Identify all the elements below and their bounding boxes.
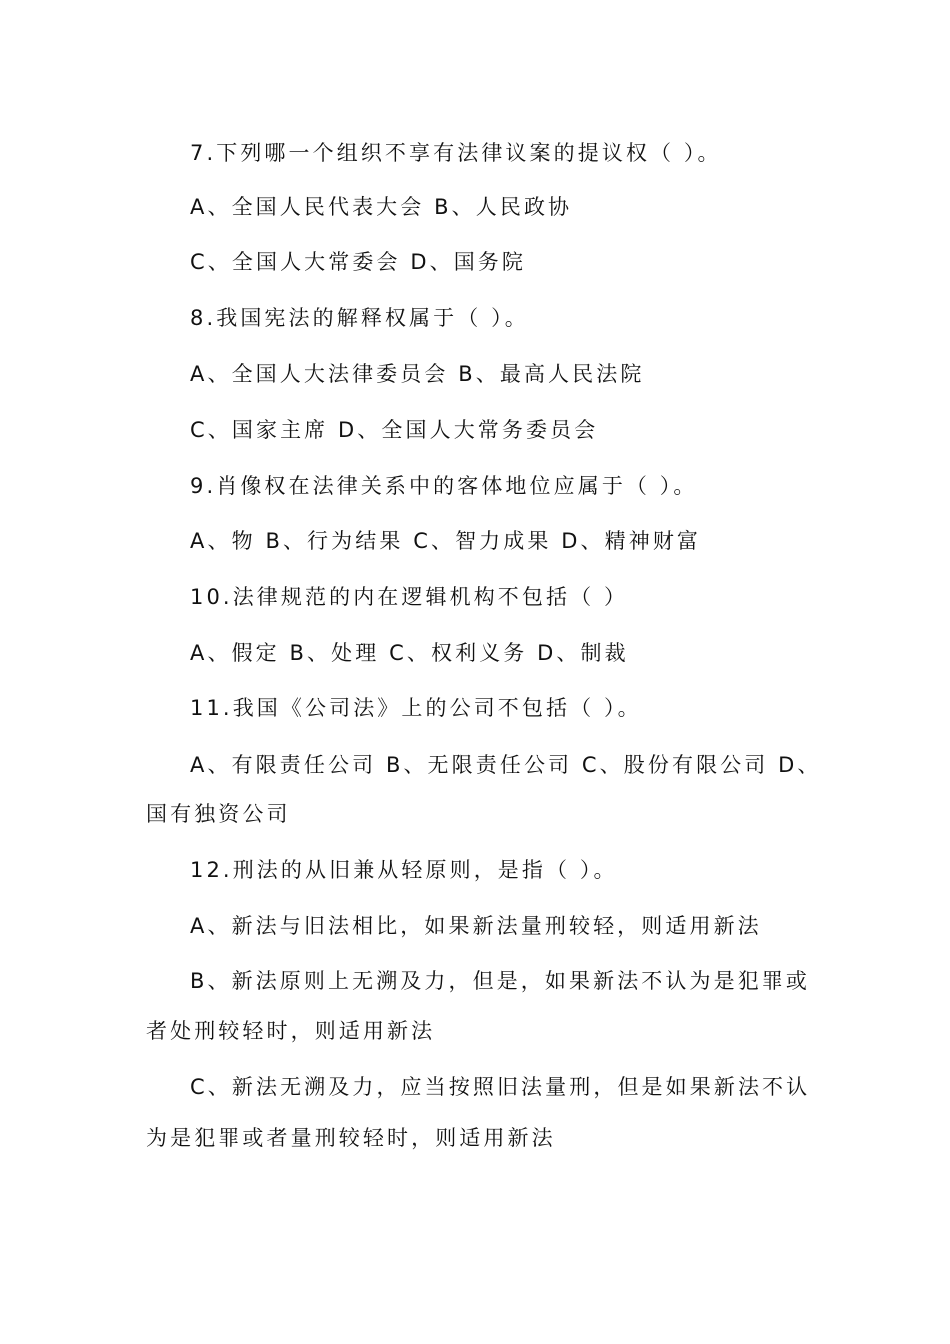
- question-9: 9.肖像权在法律关系中的客体地位应属于（ ）。: [190, 474, 698, 498]
- question-7-options-ab: A、全国人民代表大会 B、人民政协: [190, 195, 573, 219]
- question-8: 8.我国宪法的解释权属于（ ）。: [190, 306, 529, 330]
- question-12: 12.刑法的从旧兼从轻原则，是指（ ）。: [190, 858, 618, 882]
- question-11-options-continued: 国有独资公司: [146, 802, 291, 826]
- question-7-options-cd: C、全国人大常委会 D、国务院: [190, 250, 527, 274]
- question-12-option-a: A、新法与旧法相比，如果新法量刑较轻，则适用新法: [190, 914, 762, 938]
- question-10-options: A、假定 B、处理 C、权利义务 D、制裁: [190, 641, 629, 665]
- question-10: 10.法律规范的内在逻辑机构不包括（ ）: [190, 585, 629, 609]
- question-8-options-cd: C、国家主席 D、全国人大常务委员会: [190, 418, 599, 442]
- question-12-option-c: C、新法无溯及力，应当按照旧法量刑，但是如果新法不认: [190, 1075, 811, 1099]
- question-8-options-ab: A、全国人大法律委员会 B、最高人民法院: [190, 362, 645, 386]
- question-11-options: A、有限责任公司 B、无限责任公司 C、股份有限公司 D、: [190, 753, 822, 777]
- question-12-option-b-continued: 者处刑较轻时，则适用新法: [146, 1019, 436, 1043]
- question-11: 11.我国《公司法》上的公司不包括（ ）。: [190, 696, 642, 720]
- question-9-options: A、物 B、行为结果 C、智力成果 D、精神财富: [190, 529, 702, 553]
- question-12-option-b: B、新法原则上无溯及力，但是，如果新法不认为是犯罪或: [190, 969, 811, 993]
- question-12-option-c-continued: 为是犯罪或者量刑较轻时，则适用新法: [146, 1126, 556, 1150]
- question-7: 7.下列哪一个组织不享有法律议案的提议权（ ）。: [190, 141, 722, 165]
